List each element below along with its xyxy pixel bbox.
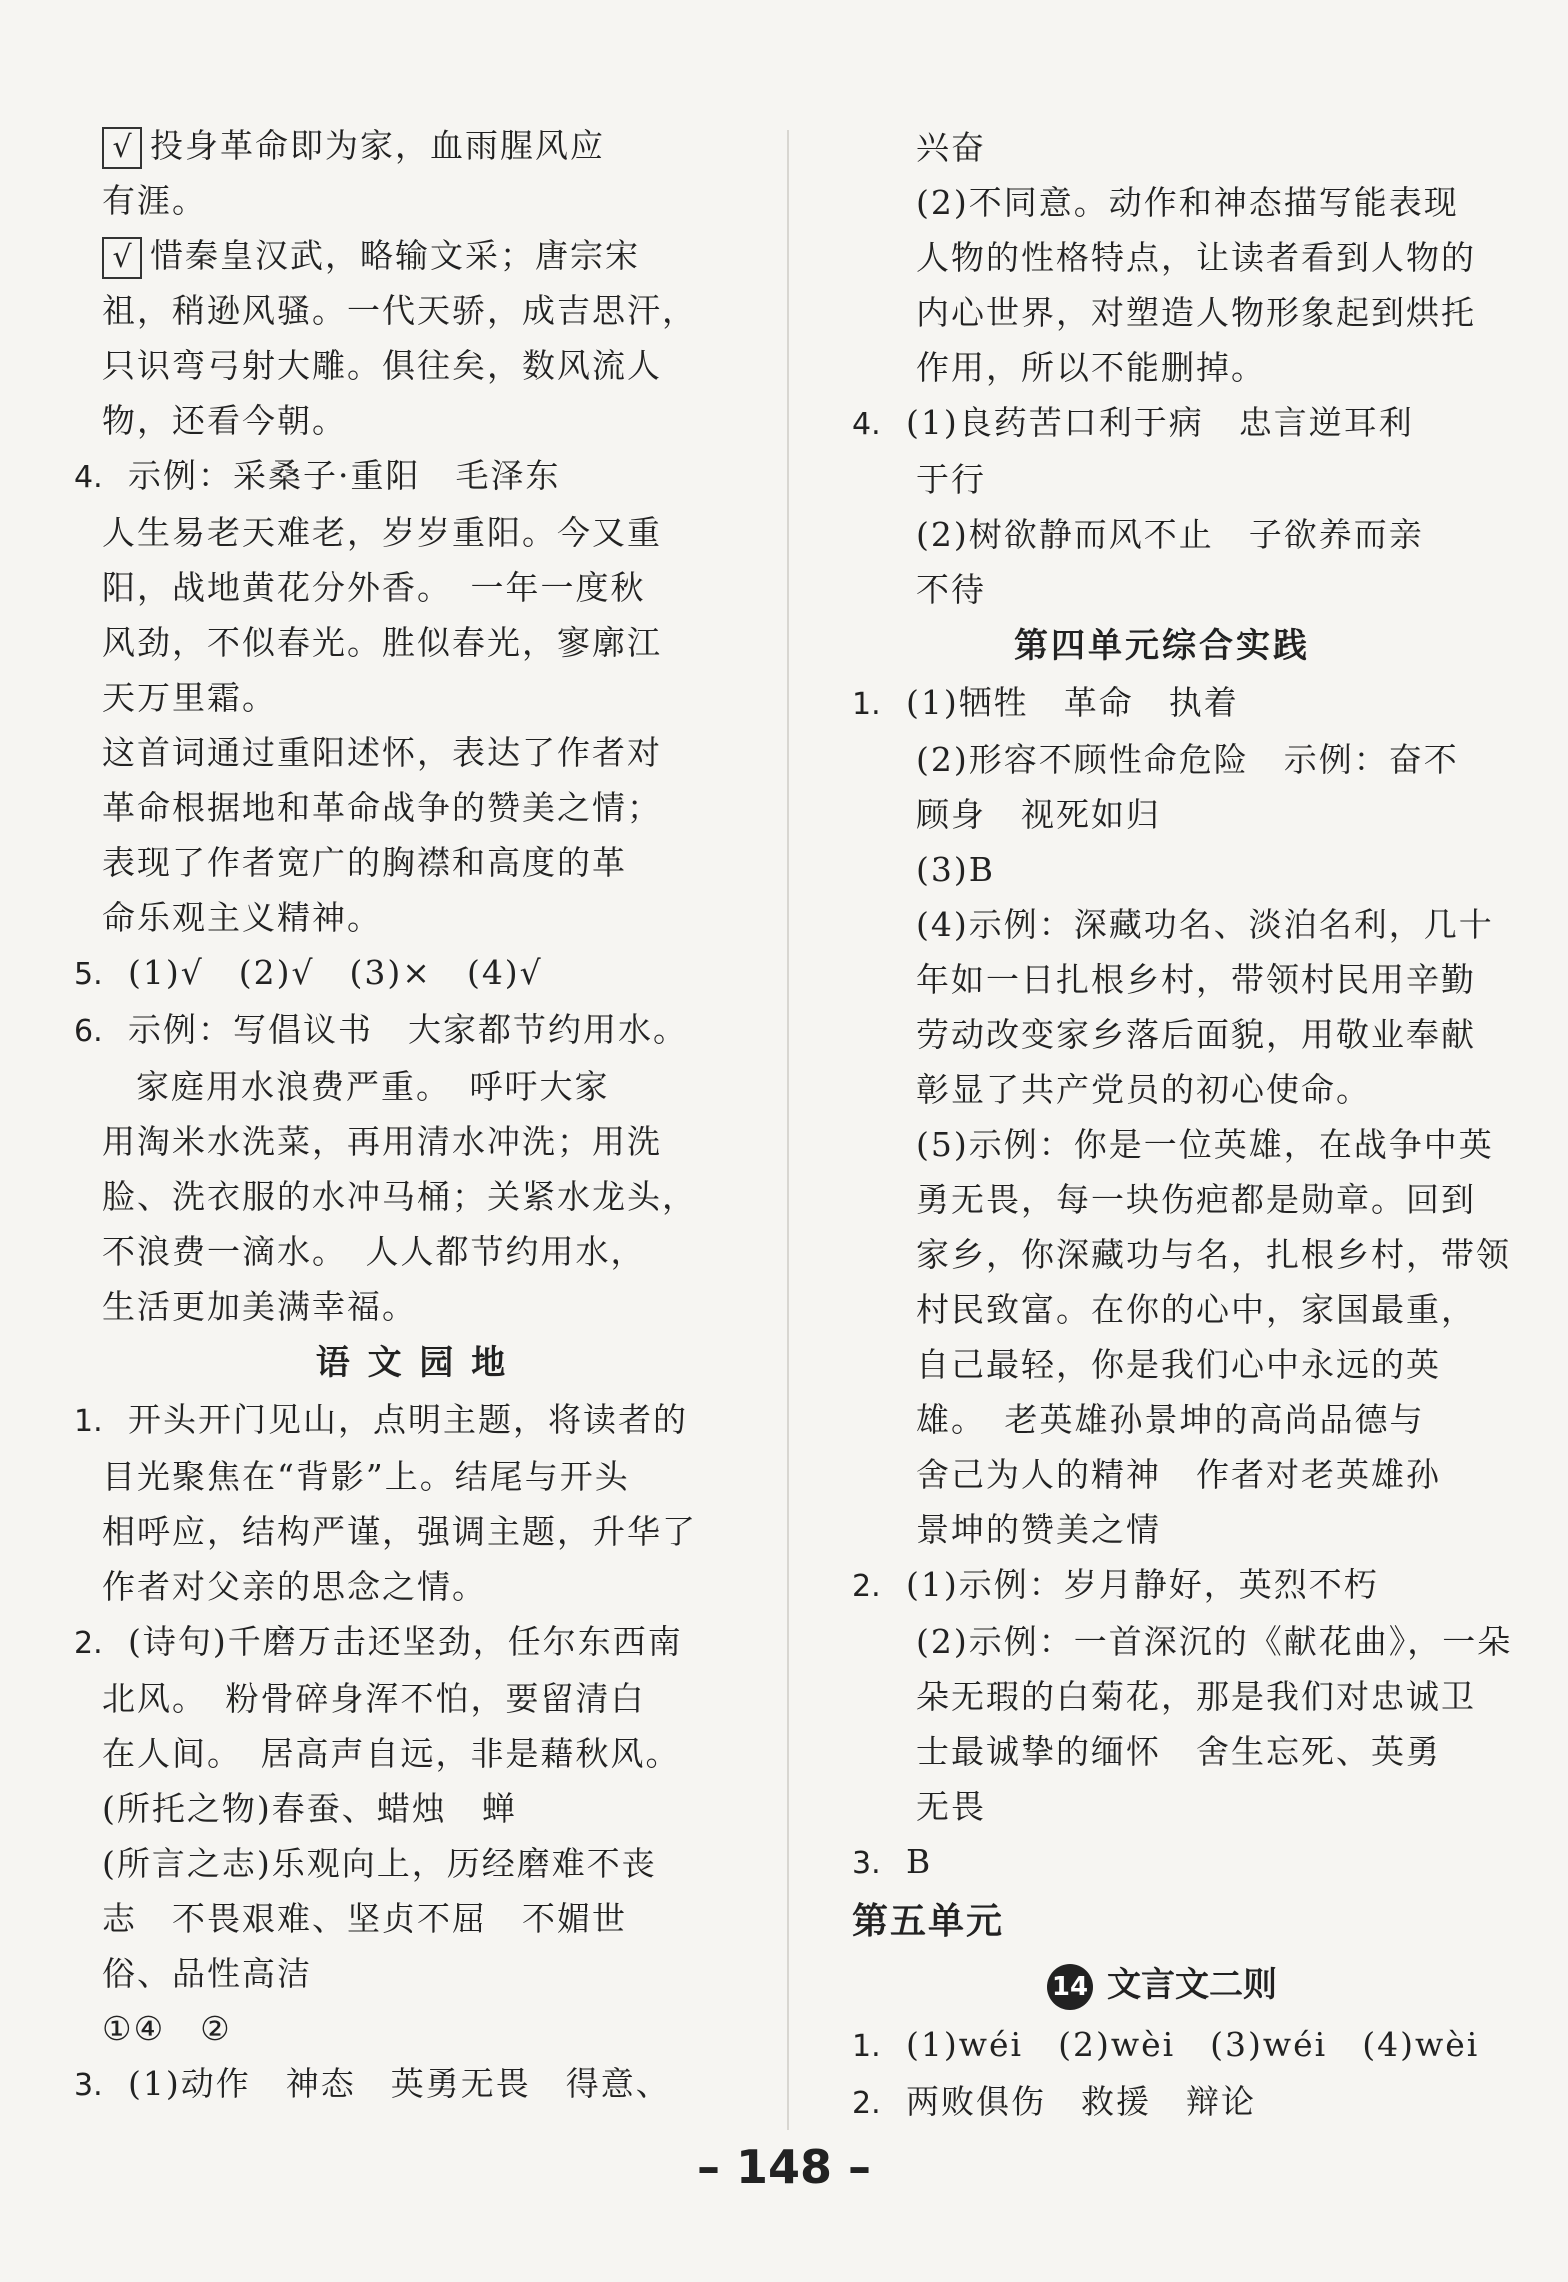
answer-line: 人物的性格特点，让读者看到人物的 xyxy=(916,238,1476,277)
answer-line: 劳动改变家乡落后面貌，用敬业奉献 xyxy=(916,1015,1476,1054)
question-number: 2. xyxy=(852,2086,881,2121)
answer-line: 相呼应，结构严谨，强调主题，升华了 xyxy=(102,1512,697,1551)
question-number: 6. xyxy=(74,1014,103,1049)
answer-line: 表现了作者宽广的胸襟和高度的革 xyxy=(102,843,627,882)
answer-line: 彰显了共产党员的初心使命。 xyxy=(916,1070,1371,1109)
answer-line: 作者对父亲的思念之情。 xyxy=(102,1567,487,1606)
answer-line: 物，还看今朝。 xyxy=(102,401,347,440)
answer-line: 顾身 视死如归 xyxy=(916,795,1161,834)
answer-line: 景坤的赞美之情 xyxy=(916,1510,1161,1549)
answer-line: 4. (1)良药苦口利于病 忠言逆耳利 xyxy=(852,395,1472,452)
answer-line: 勇无畏，每一块伤疤都是勋章。回到 xyxy=(916,1180,1476,1219)
answer-line: 舍己为人的精神 作者对老英雄孙 xyxy=(916,1455,1441,1494)
answer-line: 天万里霜。 xyxy=(102,678,277,717)
answer-line: 无畏 xyxy=(916,1787,986,1826)
answer-line: 志 不畏艰难、坚贞不屈 不媚世 xyxy=(102,1899,627,1938)
answer-line: 1. (1)牺牲 革命 执着 xyxy=(852,675,1472,732)
answer-line: 家庭用水浪费严重。 呼吁大家 xyxy=(136,1067,610,1106)
answer-line: 雄。 老英雄孙景坤的高尚品德与 xyxy=(916,1400,1425,1439)
answer-line: 兴奋 xyxy=(916,128,986,167)
answer-line: 命乐观主义精神。 xyxy=(102,898,382,937)
answer-line: (5)示例：你是一位英雄，在战争中英 xyxy=(916,1125,1494,1164)
answer-line: 2. (诗句)千磨万击还坚劲，任尔东西南 xyxy=(74,1614,722,1671)
question-number: 1. xyxy=(74,1404,103,1439)
question-number: 5. xyxy=(74,957,103,992)
answer-line: 5. (1)√ (2)√ (3)× (4)√ xyxy=(74,945,722,1002)
answer-line: (2)树欲静而风不止 子欲养而亲 xyxy=(916,515,1424,554)
answer-line: 生活更加美满幸福。 xyxy=(102,1287,417,1326)
checkbox-checked-icon: √ xyxy=(102,237,142,279)
section-heading: 第四单元综合实践 xyxy=(1014,626,1310,666)
answer-line: 只识弯弓射大雕。俱往矣，数风流人 xyxy=(102,346,662,385)
answer-line: 3. (1)动作 神态 英勇无畏 得意、 xyxy=(74,2056,722,2113)
column-divider xyxy=(787,130,789,2130)
question-number: 3. xyxy=(74,2068,103,2103)
answer-line: ①④ ② xyxy=(102,2009,232,2048)
page-number: – 148 – xyxy=(696,2140,872,2194)
answer-line: 1. 开头开门见山，点明主题，将读者的 xyxy=(74,1392,722,1449)
answer-line: 目光聚焦在“背影”上。结尾与开头 xyxy=(102,1457,630,1496)
answer-line: 6. 示例：写倡议书 大家都节约用水。 xyxy=(74,1002,722,1059)
answer-line: √ 惜秦皇汉武，略输文采；唐宗宋 xyxy=(102,228,722,283)
answer-line: √ 投身革命即为家，血雨腥风应 xyxy=(102,118,722,173)
question-number: 4. xyxy=(74,460,103,495)
question-number: 2. xyxy=(852,1569,881,1604)
answer-line: 俗、品性高洁 xyxy=(102,1954,312,1993)
question-number: 3. xyxy=(852,1846,881,1881)
answer-line: 阳，战地黄花分外香。 一年一度秋 xyxy=(102,568,646,607)
answer-line: (3)B xyxy=(916,850,995,889)
answer-line: (2)不同意。动作和神态描写能表现 xyxy=(916,183,1459,222)
answer-line: (2)示例：一首深沉的《献花曲》，一朵 xyxy=(916,1622,1513,1661)
answer-line: 内心世界，对塑造人物形象起到烘托 xyxy=(916,293,1476,332)
answer-line: 北风。 粉骨碎身浑不怕，要留清白 xyxy=(102,1679,646,1718)
answer-line: 风劲，不似春光。胜似春光，寥廓江 xyxy=(102,623,662,662)
answer-line: (2)形容不顾性命危险 示例：奋不 xyxy=(916,740,1459,779)
left-column xyxy=(74,118,722,2113)
question-number: 1. xyxy=(852,687,881,722)
answer-line: 脸、洗衣服的水冲马桶；关紧水龙头， xyxy=(102,1177,697,1216)
answer-line: 1. (1)wéi (2)wèi (3)wéi (4)wèi xyxy=(852,2017,1472,2074)
lesson-number-badge: 14 xyxy=(1047,1964,1093,2010)
answer-line: (所言之志)乐观向上，历经磨难不丧 xyxy=(102,1844,657,1883)
answer-line: 2. (1)示例：岁月静好，英烈不朽 xyxy=(852,1557,1472,1614)
answer-line: 不待 xyxy=(916,570,986,609)
answer-line: 有涯。 xyxy=(102,181,207,220)
question-number: 1. xyxy=(852,2029,881,2064)
right-column xyxy=(852,120,1513,2131)
answer-line: 年如一日扎根乡村，带领村民用辛勤 xyxy=(916,960,1476,999)
answer-line: 人生易老天难老，岁岁重阳。今又重 xyxy=(102,513,662,552)
answer-line: 士最诚挚的缅怀 舍生忘死、英勇 xyxy=(916,1732,1441,1771)
lesson-title: 14 文言文二则 xyxy=(852,1953,1472,2017)
answer-line: (4)示例：深藏功名、淡泊名利，几十 xyxy=(916,905,1494,944)
answer-line: 2. 两败俱伤 救援 辩论 xyxy=(852,2074,1472,2131)
answer-line: 这首词通过重阳述怀，表达了作者对 xyxy=(102,733,662,772)
answer-line: 于行 xyxy=(916,460,986,499)
answer-line: 革命根据地和革命战争的赞美之情； xyxy=(102,788,662,827)
answer-line: 祖，稍逊风骚。一代天骄，成吉思汗， xyxy=(102,291,697,330)
answer-line: 4. 示例：采桑子·重阳 毛泽东 xyxy=(74,448,722,505)
answer-line: 在人间。 居高声自远，非是藉秋风。 xyxy=(102,1734,681,1773)
answer-line: (所托之物)春蚕、蜡烛 蝉 xyxy=(102,1789,517,1828)
question-number: 4. xyxy=(852,407,881,442)
answer-line: 村民致富。在你的心中，家国最重， xyxy=(916,1290,1476,1329)
answer-line: 家乡，你深藏功与名，扎根乡村，带领 xyxy=(916,1235,1511,1274)
answer-line: 作用，所以不能删掉。 xyxy=(916,348,1266,387)
answer-line: 朵无瑕的白菊花，那是我们对忠诚卫 xyxy=(916,1677,1476,1716)
answer-line: 3. B xyxy=(852,1834,1472,1891)
answer-line: 用淘米水洗菜，再用清水冲洗；用洗 xyxy=(102,1122,662,1161)
checkbox-checked-icon: √ xyxy=(102,127,142,169)
answer-line: 自己最轻，你是我们心中永远的英 xyxy=(916,1345,1441,1384)
question-number: 2. xyxy=(74,1626,103,1661)
answer-line: 不浪费一滴水。 人人都节约用水， xyxy=(102,1232,646,1271)
unit-title: 第五单元 xyxy=(852,1901,1005,1942)
section-heading: 语 文 园 地 xyxy=(315,1343,509,1383)
